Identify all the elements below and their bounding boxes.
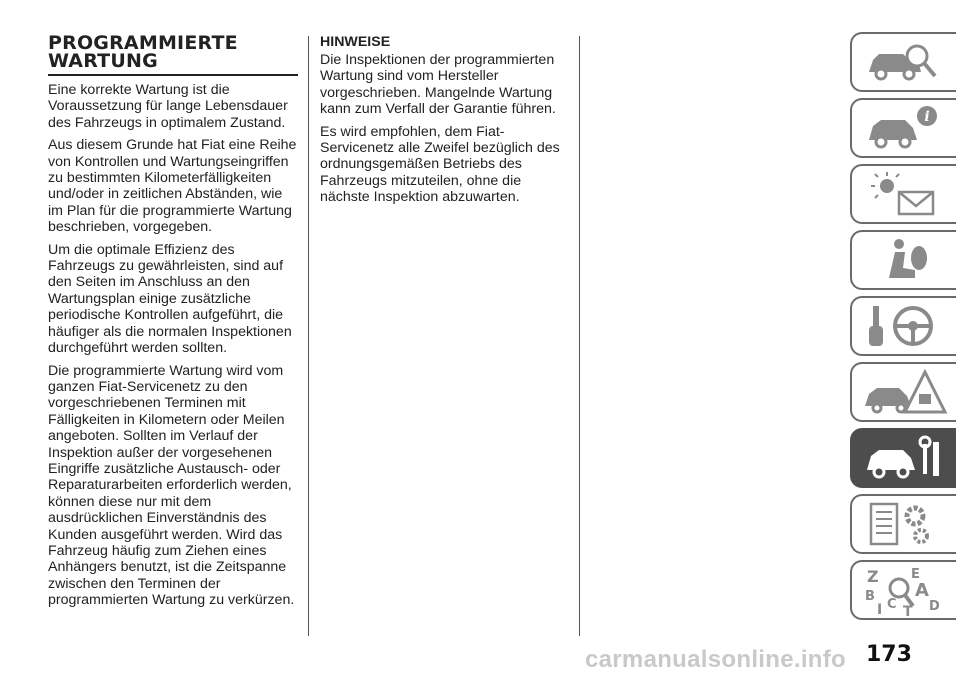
index-letter-c: C xyxy=(887,597,897,612)
index-letter-i: I xyxy=(877,602,883,616)
car-info-icon xyxy=(859,102,949,154)
warning-light-envelope-icon xyxy=(859,168,949,220)
alphabet-index-icon xyxy=(859,564,949,616)
key-steering-wheel-icon xyxy=(859,300,949,352)
tab-car-info[interactable] xyxy=(850,98,956,158)
index-letter-e: E xyxy=(911,567,920,582)
column-divider-1 xyxy=(308,36,309,636)
index-letter-d: D xyxy=(929,599,940,614)
index-letter-b: B xyxy=(865,589,875,604)
tab-car-crash[interactable] xyxy=(850,362,956,422)
notes-paragraph-1: Die Inspektionen der programmierten Wartung sind vom Hersteller vorgeschrieben. Mangelnde Wartung kann zum Verfall der Garantie führen. xyxy=(320,52,556,118)
tab-seat-airbag[interactable] xyxy=(850,230,956,290)
column-divider-2 xyxy=(579,36,580,636)
notes-heading: HINWEISE xyxy=(320,34,391,50)
watermark: carmanualsonline.info xyxy=(585,646,847,673)
section-title: PROGRAMMIERTE WARTUNG xyxy=(48,34,298,76)
tab-car-wrench[interactable] xyxy=(850,428,956,488)
article-paragraph-2: Aus diesem Grunde hat Fiat eine Reihe von Kontrollen und Wartungseingriffen zu bestimmten Kilometerfälligkeiten und/oder in zeitlichen Abständen, wie im Plan für die programmierte Wartung beschrieben, vorgegeben. xyxy=(48,137,297,236)
seat-airbag-icon xyxy=(859,234,949,286)
article-paragraph-3: Um die optimale Effizienz des Fahrzeugs zu gewährleisten, sind auf den Seiten im Anschluss an den Wartungsplan einige zusätzliche periodische Kontrollen aufgeführt, die häufiger als die normalen Inspektionen durchgeführt werden sollten. xyxy=(48,241,292,357)
tab-alphabet-index[interactable] xyxy=(850,560,956,620)
index-letter-t: T xyxy=(903,604,913,616)
notes-column xyxy=(320,34,570,212)
tab-car-magnifier[interactable] xyxy=(850,32,956,92)
index-letter-a: A xyxy=(915,580,929,601)
notes-paragraph-2: Es wird empfohlen, dem Fiat-Servicenetz alle Zweifel bezüglich des ordnungsgemäßen Betriebs des Fahrzeugs mitzuteilen, ohne die nächste Inspektion abzuwarten. xyxy=(320,123,560,206)
article-paragraph-1: Eine korrekte Wartung ist die Voraussetzung für lange Lebensdauer des Fahrzeugs in optimalem Zustand. xyxy=(48,82,288,131)
tab-specs-gears[interactable] xyxy=(850,494,956,554)
specs-gears-icon xyxy=(859,498,949,550)
article-column xyxy=(48,34,298,615)
car-magnifier-icon xyxy=(859,36,949,88)
tab-warning-light[interactable] xyxy=(850,164,956,224)
index-letter-z: Z xyxy=(867,567,879,586)
article-paragraph-4: Die programmierte Wartung wird vom ganzen Fiat-Servicenetz zu den vorgeschriebenen Terminen mit Fälligkeiten in Kilometern oder Meilen angeboten. Sollten im Verlauf der Inspektion außer der vorgesehenen Eingriffe zusätzliche Austausch- oder Reparaturarbeiten erforderlich werden, können diese nur mit dem ausdrücklichen Einverständnis des Kunden ausgeführt werden. Wird das Fahrzeug häufig zum Ziehen eines Anhängers benutzt, ist die Zeitspanne zwischen den Terminen der programmierten Wartung zu verkürzen. xyxy=(48,362,295,609)
tab-key-steering[interactable] xyxy=(850,296,956,356)
car-crash-warning-icon xyxy=(859,366,949,418)
svg-text:i: i xyxy=(924,109,930,125)
car-wrench-icon xyxy=(859,432,949,484)
page-number: 173 xyxy=(866,642,912,667)
